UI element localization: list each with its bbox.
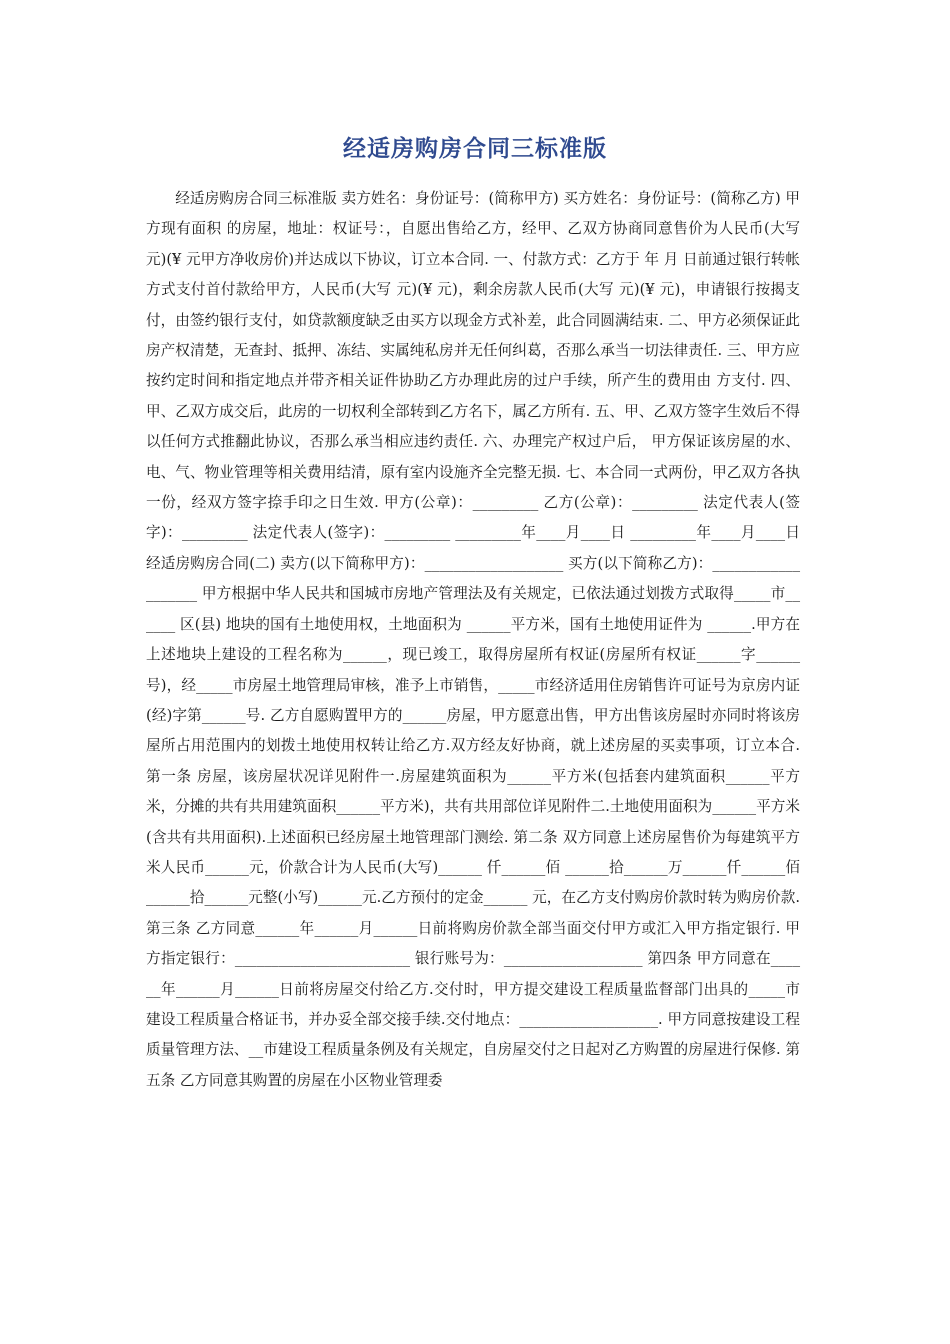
- document-body-text: 经适房购房合同三标准版 卖方姓名：身份证号：(简称甲方) 买方姓名：身份证号：(简称乙方) 甲方现有面积 的房屋，地址：权证号：，自愿出售给乙方，经甲、乙双方协商同意售价为人民币(大写 元)(¥ 元甲方净收房价)并达成以下协议，订立本合同. 一、付款方式：乙方于 年 月 日前通过银行转帐方式支付首付款给甲方，人民币(大写 元)(¥ 元)，剩余房款人民币(大写 元)(¥ 元)，申请银行按揭支付，由签约银行支付，如贷款额度缺乏由买方以现金方式补差，此合同圆满结束. 二、甲方必须保证此房产权清楚，无查封、抵押、冻结、实属纯私房并无任何纠葛，否那么承当一切法律责任. 三、甲方应按约定时间和指定地点并带齐相关证件协助乙方办理此房的过户手续，所产生的费用由 方支付. 四、甲、乙双方成交后，此房的一切权利全部转到乙方名下，属乙方所有. 五、甲、乙双方签字生效后不得以任何方式推翻此协议，否那么承当相应违约责任. 六、办理完产权过户后， 甲方保证该房屋的水、电、气、物业管理等相关费用结清，原有室内设施齐全完整无损. 七、本合同一式两份，甲乙双方各执一份，经双方签字捺手印之日生效. 甲方(公章)：_________ 乙方(公章)：_________ 法定代表人(签字)：_________ 法定代表人(签字)：_________ _________年____月____日 _________年____月____日 经适房购房合同(二) 卖方(以下简称甲方)：___________________ 买方(以下简称乙方)：___________________ 甲方根据中华人民共和国城市房地产管理法及有关规定，已依法通过划拨方式取得_____市______ 区(县) 地块的国有土地使用权，土地面积为 ______平方米，国有土地使用证件为 ______.甲方在上述地块上建设的工程名称为______，现已竣工，取得房屋所有权证(房屋所有权证______字______号)，经_____市房屋土地管理局审核，准予上市销售，_____市经济适用住房销售许可证号为京房内证(经)字第______号. 乙方自愿购置甲方的______房屋，甲方愿意出售，甲方出售该房屋时亦同时将该房屋所占用范围内的划拨土地使用权转让给乙方.双方经友好协商，就上述房屋的买卖事项，订立本合. 第一条 房屋，该房屋状况详见附件一.房屋建筑面积为______平方米(包括套内建筑面积______平方米，分摊的共有共用建筑面积______平方米)，共有共用部位详见附件二.土地使用面积为______平方米(含共有共用面积).上述面积已经房屋土地管理部门测绘. 第二条 双方同意上述房屋售价为每建筑平方米人民币______元，价款合计为人民币(大写)______ 仟______佰 ______拾______万______仟______佰______拾______元整(小写)______元.乙方预付的定金______ 元，在乙方支付购房价款时转为购房价款. 第三条 乙方同意______年______月______日前将购房价款全部当面交付甲方或汇入甲方指定银行. 甲方指定银行：________________________ 银行账号为：___________________ 第四条 甲方同意在______年______月______日前将房屋交付给乙方.交付时，甲方提交建设工程质量监督部门出具的_____市建设工程质量合格证书，并办妥全部交接手续.交付地点：___________________. 甲方同意按建设工程质量管理方法、__市建设工程质量条例及有关规定，自房屋交付之日起对乙方购置的房屋进行保修. 第五条 乙方同意其购置的房屋在小区物业管理委: [146, 190, 800, 1089]
- document-title: 经适房购房合同三标准版: [343, 136, 607, 162]
